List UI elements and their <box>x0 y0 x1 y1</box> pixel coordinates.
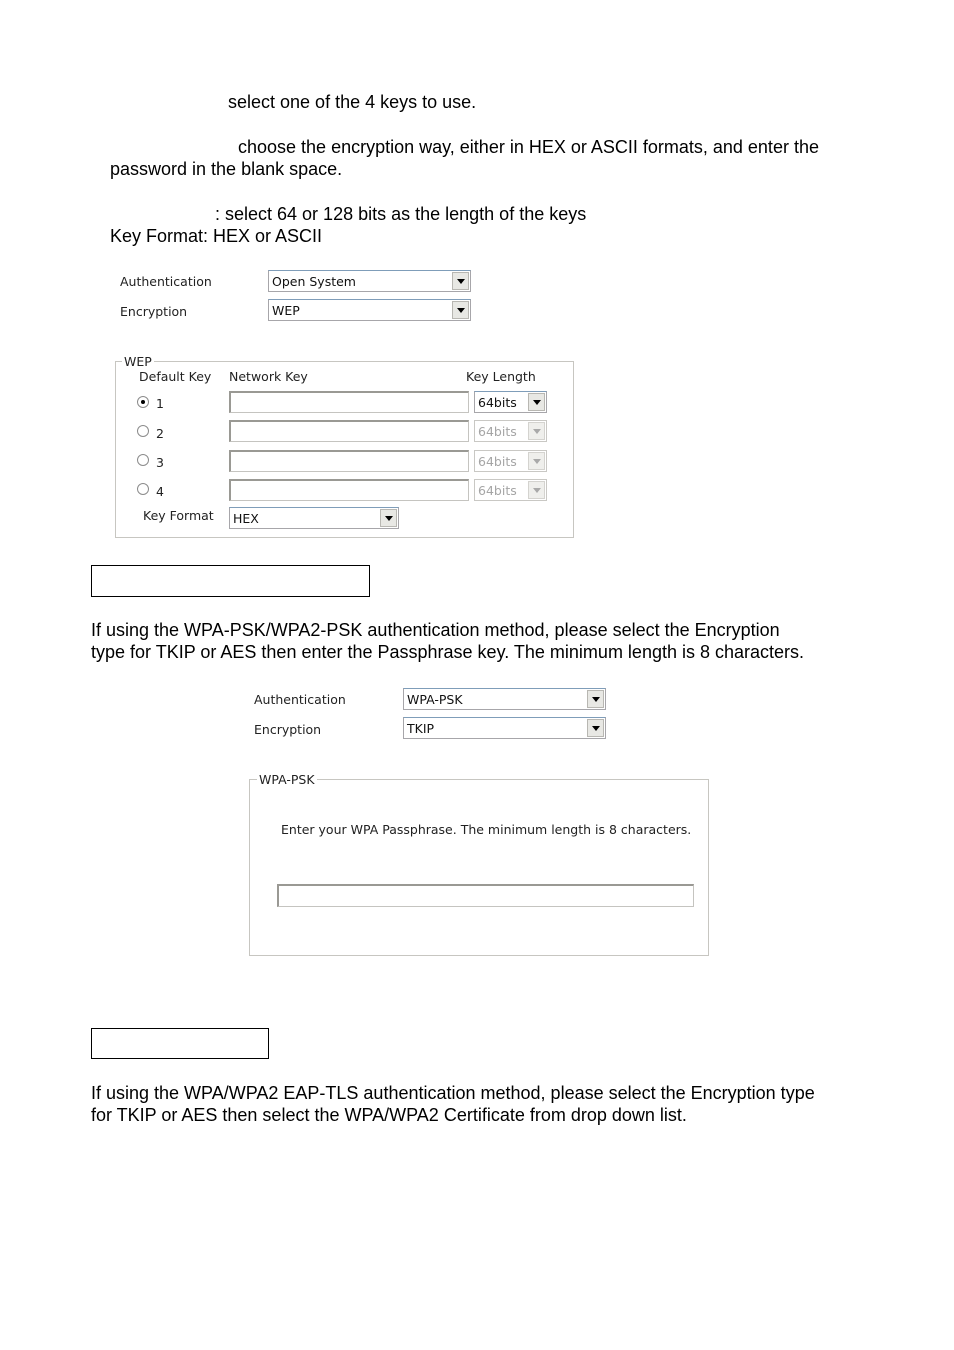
encryption-select[interactable] <box>268 299 471 321</box>
chevron-down-icon[interactable] <box>528 422 545 440</box>
col-key-length: Key Length <box>466 369 536 384</box>
eap-description-2: for TKIP or AES then select the WPA/WPA2 Certificate from drop down list. <box>91 1105 687 1125</box>
network-key-input-1[interactable] <box>229 391 469 413</box>
key-format-value: HEX <box>233 511 259 526</box>
default-key-number: 1 <box>156 396 164 411</box>
default-key-number: 4 <box>156 484 164 499</box>
intro-line-key-length: : select 64 or 128 bits as the length of the keys <box>215 204 587 224</box>
passphrase-input[interactable] <box>277 884 694 907</box>
network-key-input-3[interactable] <box>229 450 469 472</box>
encryption-label: Encryption <box>120 304 188 319</box>
default-key-number: 2 <box>156 426 164 441</box>
key-length-value: 64bits <box>478 483 517 498</box>
authentication-select-value: Open System <box>272 274 356 289</box>
section-heading-box-eap-tls <box>91 1028 269 1059</box>
authentication-select-value: WPA-PSK <box>407 692 463 707</box>
chevron-down-icon[interactable] <box>452 301 469 319</box>
encryption-select-value: WEP <box>272 303 300 318</box>
default-key-radio-2[interactable] <box>137 425 149 437</box>
chevron-down-icon[interactable] <box>452 272 469 290</box>
key-format-label: Key Format <box>143 508 214 523</box>
authentication-label: Authentication <box>120 274 212 289</box>
encryption-select[interactable] <box>403 717 606 739</box>
section-heading-box-wpa-psk <box>91 565 370 597</box>
authentication-select[interactable] <box>403 688 606 710</box>
key-length-value: 64bits <box>478 454 517 469</box>
key-length-select-4[interactable] <box>474 479 547 501</box>
chevron-down-icon[interactable] <box>380 509 397 527</box>
default-key-radio-4[interactable] <box>137 483 149 495</box>
network-key-input-4[interactable] <box>229 479 469 501</box>
authentication-label: Authentication <box>254 692 346 707</box>
wpa-psk-description-2: type for TKIP or AES then enter the Passphrase key. The minimum length is 8 characters. <box>91 642 805 662</box>
wep-group-title: WEP <box>124 354 152 369</box>
chevron-down-icon[interactable] <box>528 452 545 470</box>
intro-line-default-key: select one of the 4 keys to use. <box>228 92 477 112</box>
chevron-down-icon[interactable] <box>528 481 545 499</box>
intro-line-key-format: Key Format: HEX or ASCII <box>110 226 323 246</box>
default-key-number: 3 <box>156 455 164 470</box>
key-length-select-3[interactable] <box>474 450 547 472</box>
chevron-down-icon[interactable] <box>587 719 604 737</box>
wpa-psk-group-title: WPA-PSK <box>259 772 315 787</box>
authentication-select[interactable] <box>268 270 471 292</box>
wpa-psk-description-1: If using the WPA-PSK/WPA2-PSK authentication method, please select the Encryption <box>91 620 780 640</box>
chevron-down-icon[interactable] <box>587 690 604 708</box>
chevron-down-icon[interactable] <box>528 393 545 411</box>
wpa-psk-groupbox <box>249 779 709 956</box>
intro-line-network-key-a: choose the encryption way, either in HEX or ASCII formats, and enter the <box>238 137 819 157</box>
default-key-radio-1[interactable] <box>137 396 149 408</box>
passphrase-prompt: Enter your WPA Passphrase. The minimum length is 8 characters. <box>281 822 692 837</box>
default-key-radio-3[interactable] <box>137 454 149 466</box>
key-length-select-2[interactable] <box>474 420 547 442</box>
col-default-key: Default Key <box>139 369 212 384</box>
intro-line-network-key-b: password in the blank space. <box>110 159 343 179</box>
key-length-value: 64bits <box>478 395 517 410</box>
key-length-select-1[interactable] <box>474 391 547 413</box>
encryption-label: Encryption <box>254 722 322 737</box>
encryption-select-value: TKIP <box>407 721 435 736</box>
eap-description-1: If using the WPA/WPA2 EAP-TLS authentication method, please select the Encryption type <box>91 1083 815 1103</box>
key-length-value: 64bits <box>478 424 517 439</box>
col-network-key: Network Key <box>229 369 308 384</box>
key-format-select[interactable] <box>229 507 399 529</box>
network-key-input-2[interactable] <box>229 420 469 442</box>
